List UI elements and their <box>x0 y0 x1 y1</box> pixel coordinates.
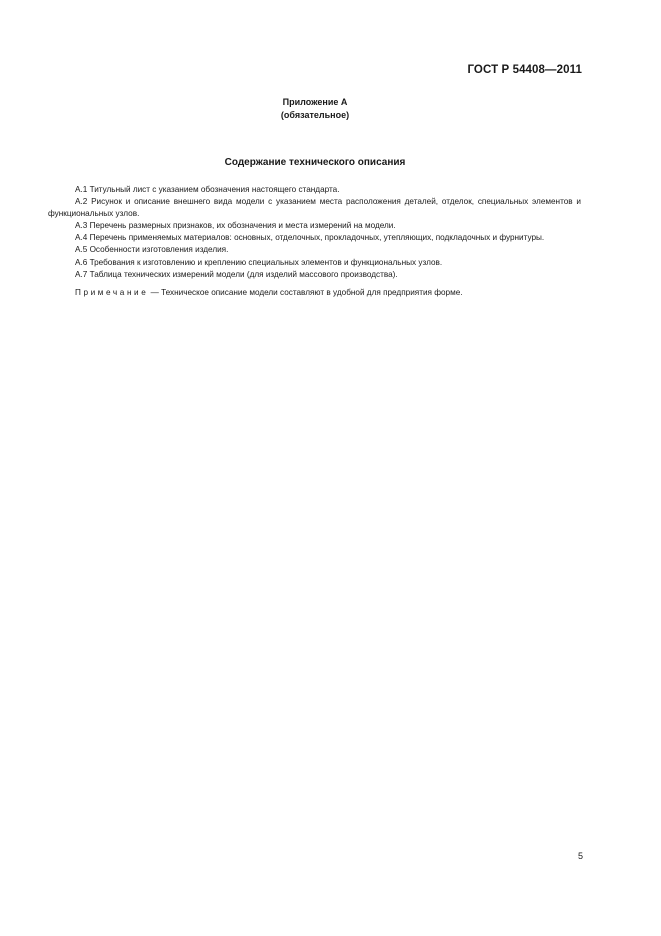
appendix-status: (обязательное) <box>280 110 350 120</box>
section-title: Содержание технического описания <box>224 157 406 168</box>
content-body <box>48 184 581 299</box>
list-item: А.1 Титульный лист с указанием обозначения настоящего стандарта. <box>75 185 340 194</box>
page-number: 5 <box>577 851 583 861</box>
appendix-heading <box>0 96 630 122</box>
list-item: А.7 Таблица технических измерений модели (для изделий массового производства). <box>75 269 398 279</box>
list-item: А.6 Требования к изготовлению и креплению специальных элементов и функциональных узлов. <box>75 257 443 267</box>
list-item: А.2 Рисунок и описание внешнего вида модели с указанием места расположения деталей, отделок, специальных элементов и функциональных узлов. <box>48 197 581 219</box>
list-item: А.4 Перечень применяемых материалов: основных, отделочных, прокладочных, утепляющих, подкладочных и фурнитуры. <box>75 233 545 243</box>
appendix-title: Приложение А <box>282 97 348 107</box>
standard-code: ГОСТ Р 54408—2011 <box>467 64 582 76</box>
note <box>48 287 581 299</box>
note-label: Примечание <box>75 287 149 297</box>
list-item: А.5 Особенности изготовления изделия. <box>75 245 229 255</box>
list-item: А.3 Перечень размерных признаков, их обозначения и места измерений на модели. <box>75 221 396 231</box>
note-text: — Техническое описание модели составляют в удобной для предприятия форме. <box>148 287 463 297</box>
